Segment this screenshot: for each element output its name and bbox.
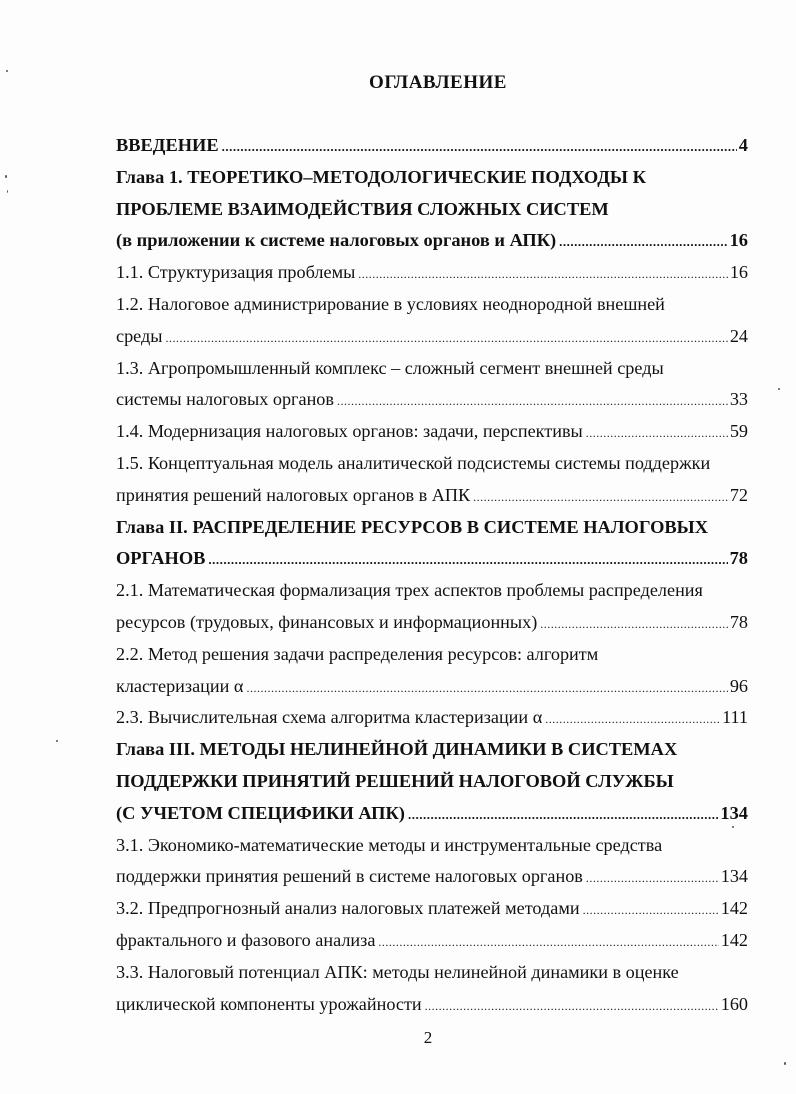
toc-line-text: 2.1. Математическая формализация трех аспектов проблемы распределения — [116, 580, 703, 601]
toc-line-text: 1.5. Концептуальная модель аналитической подсистемы системы поддержки — [116, 452, 711, 473]
toc-line — [116, 575, 748, 607]
toc-line — [116, 194, 748, 226]
toc-line-text: 3.3. Налоговый потенциал АПК: методы нелинейной динамики в оценке — [116, 961, 679, 982]
toc-line — [116, 798, 748, 830]
dot-leader — [545, 704, 720, 734]
toc-line — [116, 702, 748, 734]
toc-line-text: 3.2. Предпрогнозный анализ налоговых платежей методами — [116, 898, 580, 919]
toc-line — [116, 607, 748, 639]
toc-line-text: кластеризации α — [116, 675, 244, 696]
dot-leader — [473, 482, 728, 512]
scan-speck — [784, 1062, 786, 1065]
toc-line-text: ПРОБЛЕМЕ ВЗАИМОДЕЙСТВИЯ СЛОЖНЫХ СИСТЕМ — [116, 198, 609, 219]
toc-line — [116, 989, 748, 1021]
toc-line-text: системы налоговых органов — [116, 389, 334, 410]
toc-page-number: 24 — [729, 325, 748, 346]
toc-page-number: 134 — [720, 802, 748, 823]
toc-line-text: 1.4. Модернизация налоговых органов: задачи, перспективы — [116, 421, 583, 442]
toc-line — [116, 893, 748, 925]
toc-line-text: среды — [116, 325, 163, 346]
toc-line — [116, 289, 748, 321]
toc-line-text: Глава 1. ТЕОРЕТИКО–МЕТОДОЛОГИЧЕСКИЕ ПОДХОДЫ К — [116, 166, 646, 187]
toc-line-text: (С УЧЕТОМ СПЕЦИФИКИ АПК) — [116, 802, 405, 823]
toc-line — [116, 353, 748, 385]
page-number: 2 — [423, 1028, 433, 1047]
dot-leader — [222, 131, 737, 162]
toc-page-number: 96 — [729, 675, 748, 696]
scan-speck — [56, 740, 58, 742]
toc-heading: ОГЛАВЛЕНИЕ — [369, 72, 507, 93]
toc-line — [116, 512, 748, 544]
toc-line — [116, 225, 748, 257]
toc-line — [116, 734, 748, 766]
scan-speck — [778, 388, 780, 390]
dot-leader — [425, 991, 719, 1021]
dot-leader — [246, 673, 727, 703]
toc-line-text: (в приложении к системе налоговых органов и АПК) — [116, 230, 557, 251]
toc-line — [116, 480, 748, 512]
scan-speck — [6, 70, 8, 72]
toc-line-text: 1.2. Налоговое администрирование в условиях неоднородной внешней — [116, 293, 665, 314]
dot-leader — [378, 927, 718, 957]
toc-line — [116, 257, 748, 289]
toc-page-number: 78 — [729, 611, 748, 632]
dot-leader — [337, 386, 728, 416]
toc-line — [116, 130, 748, 162]
toc-line — [116, 766, 748, 798]
toc-line-text: принятия решений налоговых органов в АПК — [116, 484, 471, 505]
dot-leader — [586, 863, 719, 893]
toc-line — [116, 830, 748, 862]
scan-speck — [5, 175, 7, 178]
toc-line — [116, 671, 748, 703]
dot-leader — [583, 895, 719, 925]
toc-page-number: 78 — [729, 548, 748, 569]
dot-leader — [165, 323, 727, 353]
toc-line-text: ОРГАНОВ — [116, 548, 206, 569]
toc-line-text: ресурсов (трудовых, финансовых и информационных) — [116, 611, 538, 632]
toc-line-text: 1.1. Структуризация проблемы — [116, 262, 356, 283]
toc-page-number: 111 — [722, 707, 748, 728]
toc-page-number: 72 — [729, 484, 748, 505]
toc-page-number: 134 — [720, 866, 748, 887]
toc-line — [116, 162, 748, 194]
toc-page-number: 4 — [738, 135, 748, 155]
toc-line-text: ВВЕДЕНИЕ — [116, 135, 219, 155]
toc-line — [116, 448, 748, 480]
toc-line-text: циклической компоненты урожайности — [116, 993, 422, 1014]
toc-page-number: 160 — [720, 993, 748, 1014]
scan-speck — [732, 826, 734, 828]
dot-leader — [540, 609, 728, 639]
dot-leader — [586, 418, 728, 448]
toc-line — [116, 321, 748, 353]
toc-line-text: 3.1. Экономико-математические методы и инструментальные средства — [116, 834, 663, 855]
toc-line — [116, 416, 748, 448]
toc-page-number: 33 — [729, 389, 748, 410]
toc-line-text: Глава III. МЕТОДЫ НЕЛИНЕЙНОЙ ДИНАМИКИ В СИСТЕМАХ — [116, 739, 678, 760]
toc-page-number: 16 — [729, 230, 748, 251]
toc-line-text: 2.3. Вычислительная схема алгоритма кластеризации α — [116, 707, 543, 728]
toc-page-number: 16 — [729, 262, 748, 283]
toc-line-text: 2.2. Метод решения задачи распределения ресурсов: алгоритм — [116, 643, 599, 664]
dot-leader — [358, 259, 728, 289]
toc-line-text: 1.3. Агропромышленный комплекс – сложный сегмент внешней среды — [116, 357, 664, 378]
toc-line-text: поддержки принятия решений в системе налоговых органов — [116, 866, 583, 887]
toc-line — [116, 957, 748, 989]
toc-page-number: 142 — [720, 898, 748, 919]
toc-line-text: ПОДДЕРЖКИ ПРИНЯТИЙ РЕШЕНИЙ НАЛОГОВОЙ СЛУЖБЫ — [116, 770, 674, 791]
scan-speck — [7, 190, 8, 193]
toc-page-number: 142 — [720, 929, 748, 950]
toc-page-number: 59 — [729, 421, 748, 442]
toc-line — [116, 384, 748, 416]
dot-leader — [208, 544, 727, 575]
toc-line — [116, 543, 748, 575]
toc-line-text: фрактального и фазового анализа — [116, 929, 376, 950]
dot-leader — [408, 799, 718, 830]
toc-line — [116, 925, 748, 957]
toc-line — [116, 639, 748, 671]
dot-leader — [559, 226, 727, 257]
table-of-contents — [116, 130, 748, 1020]
toc-line-text: Глава II. РАСПРЕДЕЛЕНИЕ РЕСУРСОВ В СИСТЕМЕ НАЛОГОВЫХ — [116, 516, 708, 537]
toc-line — [116, 861, 748, 893]
